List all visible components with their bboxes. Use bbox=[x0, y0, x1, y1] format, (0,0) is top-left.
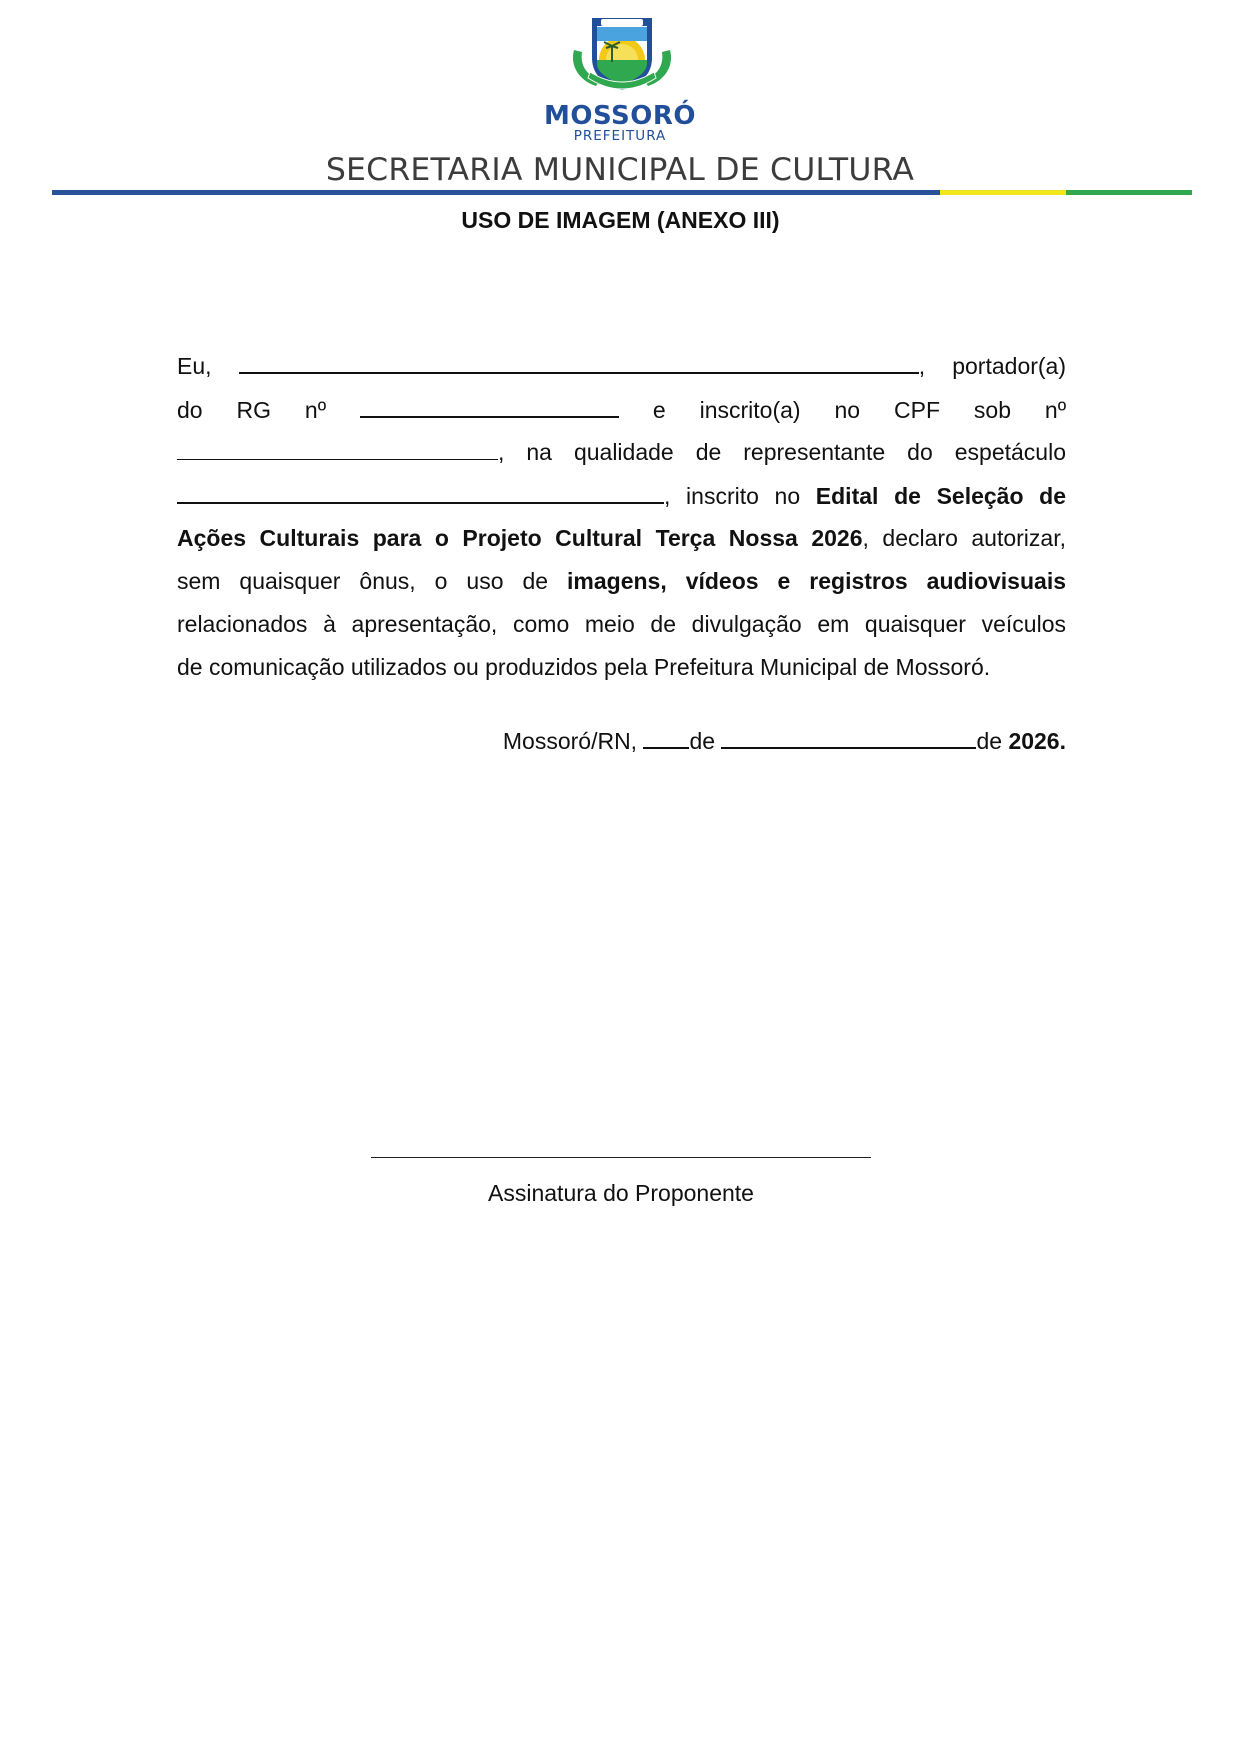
text-word: do bbox=[177, 397, 203, 423]
text-word: RG bbox=[236, 397, 271, 423]
paragraph-line-3 bbox=[177, 437, 1066, 467]
month-field-blank[interactable] bbox=[721, 725, 976, 749]
mossoro-coat-of-arms-icon bbox=[568, 10, 676, 92]
text-word: e bbox=[652, 397, 666, 423]
text-word: CPF bbox=[894, 397, 940, 423]
text-year: 2026. bbox=[1008, 728, 1066, 754]
brand-subtitle: PREFEITURA bbox=[573, 128, 667, 144]
header-stripe-blue bbox=[52, 190, 940, 195]
text-imagens: imagens, vídeos e registros audiovisuais bbox=[567, 568, 1066, 594]
text-inscrito: , inscrito no bbox=[664, 483, 816, 509]
text-acoes-culturais: Ações Culturais para o Projeto Cultural Terça Nossa 2026 bbox=[177, 525, 863, 551]
header-stripe-green bbox=[1066, 190, 1192, 195]
text-word: inscrito(a) bbox=[699, 397, 801, 423]
signature-label: Assinatura do Proponente bbox=[488, 1180, 754, 1206]
rg-field-blank[interactable] bbox=[360, 394, 619, 418]
date-line bbox=[177, 725, 1066, 756]
signature-line[interactable] bbox=[371, 1157, 871, 1158]
paragraph-line-8: de comunicação utilizados ou produzidos pela Prefeitura Municipal de Mossoró. bbox=[177, 654, 991, 680]
text-portador: , portador(a) bbox=[918, 353, 1067, 379]
text-word: nº bbox=[304, 397, 327, 423]
paragraph-line-1 bbox=[177, 350, 1066, 381]
paragraph-line-5 bbox=[177, 523, 1066, 553]
paragraph-line-2 bbox=[177, 394, 1066, 425]
show-name-field-blank[interactable] bbox=[177, 480, 664, 504]
document-title: USO DE IMAGEM (ANEXO III) bbox=[461, 207, 780, 233]
text-eu: Eu, bbox=[177, 353, 212, 379]
paragraph-line-7: relacionados à apresentação, como meio de divulgação em quaisquer veículos bbox=[177, 611, 1066, 637]
text-declaro: , declaro autorizar, bbox=[862, 525, 1066, 551]
paragraph-line-6 bbox=[177, 566, 1066, 596]
brand-name: MOSSORÓ bbox=[544, 101, 696, 131]
cpf-field-blank[interactable] bbox=[177, 437, 498, 460]
text-edital: Edital de Seleção de bbox=[815, 483, 1067, 509]
paragraph-line-4 bbox=[177, 480, 1066, 511]
department-name: SECRETARIA MUNICIPAL DE CULTURA bbox=[325, 152, 915, 188]
text-word: nº bbox=[1044, 397, 1067, 423]
name-field-blank[interactable] bbox=[239, 350, 919, 374]
text-sem-onus: sem quaisquer ônus, o uso de bbox=[177, 568, 568, 594]
text-de: de bbox=[689, 728, 716, 754]
header-stripe-yellow bbox=[940, 190, 1066, 195]
text-representante: , na qualidade de representante do espetáculo bbox=[498, 439, 1066, 465]
text-de: de bbox=[976, 728, 1003, 754]
day-field-blank[interactable] bbox=[643, 725, 689, 749]
text-word: no bbox=[834, 397, 861, 423]
text-city: Mossoró/RN, bbox=[502, 728, 638, 754]
text-word: sob bbox=[973, 397, 1011, 423]
